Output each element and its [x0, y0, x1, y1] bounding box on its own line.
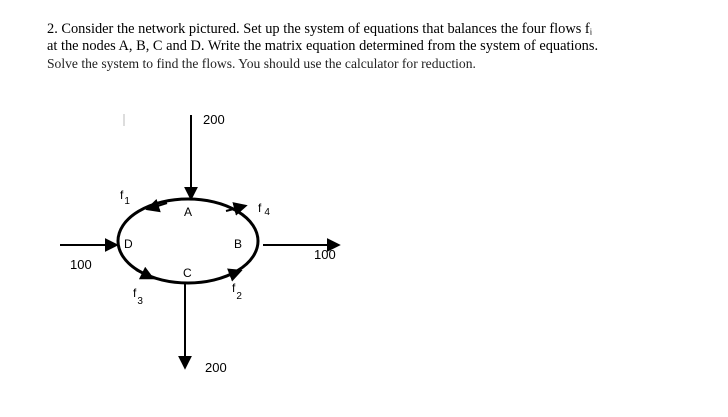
- problem-line-1: 2. Consider the network pictured. Set up the system of equations that balances the four flows fᵢ: [47, 21, 593, 37]
- flow-f2-base: f: [232, 281, 236, 295]
- flow-f2-arrow: [219, 271, 240, 279]
- inflow-top-label: 200: [203, 112, 225, 127]
- flow-f3-base: f: [133, 286, 137, 300]
- flow-f3-label: [133, 286, 143, 307]
- flow-f3-sub: 3: [137, 296, 143, 307]
- outflow-right-label: 100: [314, 247, 336, 262]
- flow-f4-base: f: [258, 201, 262, 215]
- problem-line-2: at the nodes A, B, C and D. Write the matrix equation determined from the system of equations.: [47, 38, 599, 54]
- flow-f2-label: [232, 281, 242, 302]
- flow-f4-sub: 4: [264, 207, 270, 218]
- flow-f1-base: f: [120, 188, 124, 202]
- flow-f1-sub: 1: [124, 196, 130, 207]
- problem-line-3: Solve the system to find the flows. You should use the calculator for reduction.: [47, 56, 476, 71]
- inflow-left-label: 100: [70, 257, 92, 272]
- flow-f1-label: [120, 188, 130, 207]
- flow-f3-arrow: [136, 270, 152, 278]
- node-a-label: A: [184, 205, 193, 219]
- node-c-label: C: [183, 266, 192, 280]
- flow-f4-label: [258, 201, 270, 218]
- flow-f2-sub: 2: [236, 291, 242, 302]
- node-d-label: D: [124, 237, 133, 251]
- outflow-bottom-label: 200: [205, 360, 227, 375]
- node-b-label: B: [234, 237, 243, 251]
